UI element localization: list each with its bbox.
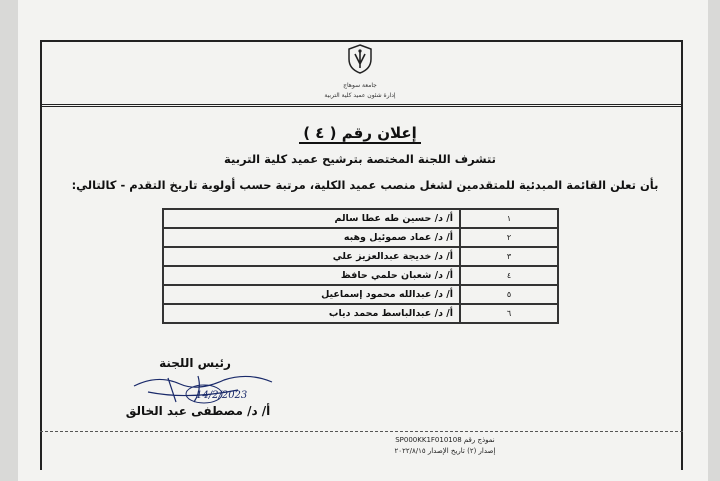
candidate-number: ١	[460, 209, 558, 228]
candidate-name: أ/ د/ خديجة عبدالعزيز علي	[163, 247, 460, 266]
candidate-name: أ/ د/ عماد صموئيل وهبه	[163, 228, 460, 247]
table-row	[163, 228, 558, 247]
candidate-name: أ/ د/ عبدالله محمود إسماعيل	[163, 285, 460, 304]
candidate-number: ٦	[460, 304, 558, 323]
table-row	[163, 266, 558, 285]
table-row	[163, 304, 558, 323]
announcement-subtitle: تتشرف اللجنة المختصة بترشيح عميد كلية التربية	[224, 152, 496, 166]
candidate-number: ٣	[460, 247, 558, 266]
committee-chair-name: أ/ د/ مصطفى عبد الخالق	[125, 404, 271, 418]
table-row	[163, 209, 558, 228]
candidate-name: أ/ د/ شعبان حلمي حافظ	[163, 266, 460, 285]
footer-divider	[40, 431, 683, 432]
table-row	[163, 285, 558, 304]
form-number: نموذج رقم SP000KK1F010108	[395, 436, 495, 444]
signature-date: 14/2/2023	[196, 390, 248, 401]
form-issue-info: إصدار (٢) تاريخ الإصدار ٢٠٢٢/٨/١٥	[394, 447, 496, 455]
candidate-number: ٥	[460, 285, 558, 304]
university-name: جامعة سوهاج	[343, 82, 377, 89]
announcement-title	[260, 124, 460, 142]
university-logo-icon	[347, 44, 373, 74]
header-divider	[40, 104, 683, 107]
committee-chair-title: رئيس اللجنة	[159, 356, 231, 370]
candidate-name: أ/ د/ عبدالباسط محمد دياب	[163, 304, 460, 323]
office-name: إدارة شئون عميد كلية التربية	[324, 92, 396, 99]
candidate-name: أ/ د/ حسين طه عطا سالم	[163, 209, 460, 228]
candidate-number: ٢	[460, 228, 558, 247]
candidate-number: ٤	[460, 266, 558, 285]
table-row	[163, 247, 558, 266]
candidates-table	[162, 208, 559, 324]
announcement-title-text: إعلان رقم ( ٤ )	[299, 124, 421, 144]
announcement-intro: بأن تعلن القائمة المبدئية للمتقدمين لشغل منصب عميد الكلية، مرتبة حسب أولوية تاريخ التقدم - كالتالي:	[71, 178, 659, 192]
